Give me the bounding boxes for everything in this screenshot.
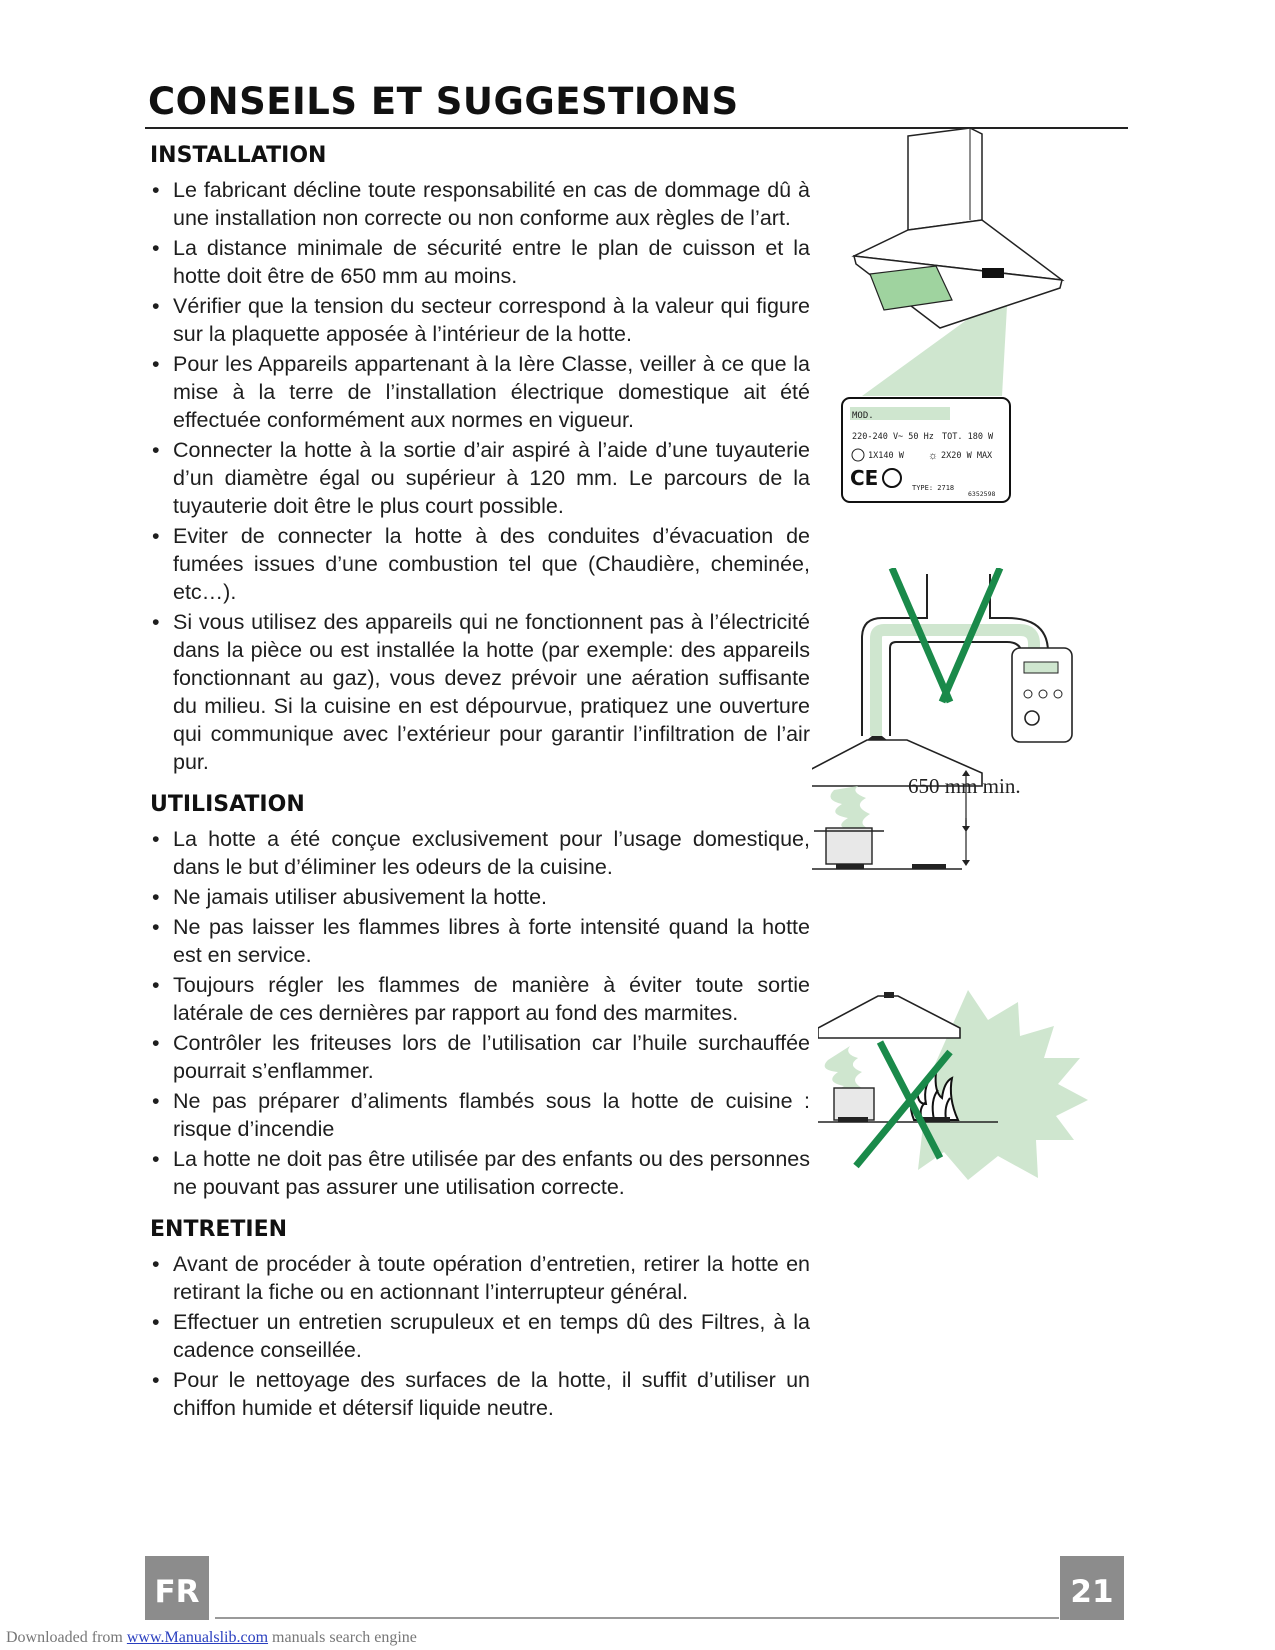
plate-voltage: 220-240 V~ 50 Hz [852,432,934,442]
plate-lamps: 2X20 W MAX [941,451,993,461]
list-item: • La distance minimale de sécurité entre le plan de cuisson et la hotte doit être de 650 mm au moins. [148,234,810,290]
plate-motor: 1X140 W [868,451,904,461]
entretien-list [148,1250,810,1422]
list-item: • Pour le nettoyage des surfaces de la hotte, il suffit d’utiliser un chiffon humide et détersif liquide neutre. [148,1366,810,1422]
installation-distance-figure [812,568,1102,890]
plate-total: TOT. 180 W [942,432,994,442]
list-item: • Ne pas laisser les flammes libres à forte intensité quand la hotte est en service. [148,913,810,969]
plate-code: 6352598 [968,490,996,498]
list-item: • La hotte a été conçue exclusivement pour l’usage domestique, dans le but d’éliminer les odeurs de la cuisine. [148,825,810,881]
fire-burst [918,990,1088,1180]
footer-divider [215,1617,1059,1619]
list-item: • Si vous utilisez des appareils qui ne fonctionnent pas à l’électricité dans la pièce ou est installée la hotte (par exemple: des appareils fonctionnant au gaz), vous devez prévoir une aération suffisante du milieu. Si la cuisine en est dépourvue, pratiquez une ouverture qui communique avec l’extérieur pour garantir l’infiltration de l’air pur. [148,608,810,776]
plate-type: TYPE: 2718 [912,484,955,492]
list-item: • Le fabricant décline toute responsabilité en cas de dommage dû à une installation non correcte ou non conforme aux règles de l’art. [148,176,810,232]
list-item: • Ne pas préparer d’aliments flambés sous la hotte de cuisine : risque d’incendie [148,1087,810,1143]
download-note [6,1629,417,1647]
utilisation-list [148,825,810,1201]
language-tab: FR [145,1556,209,1620]
page-number: 21 [1060,1556,1124,1620]
distance-label: 650 mm min. [908,774,1021,798]
chimney [908,128,982,230]
plate-mod: MOD. [852,411,874,421]
section-heading-installation: INSTALLATION [150,143,327,168]
section-heading-entretien: ENTRETIEN [150,1217,288,1242]
page-title: CONSEILS ET SUGGESTIONS [148,80,739,123]
list-item: • La hotte ne doit pas être utilisée par des enfants ou des personnes ne pouvant pas assurer une utilisation correcte. [148,1145,810,1201]
list-item: • Toujours régler les flammes de manière à éviter toute sortie latérale de ces dernières par rapport au fond des marmites. [148,971,810,1027]
text-column [148,143,810,1438]
rating-plate-marker [982,268,1004,278]
list-item: • Effectuer un entretien scrupuleux et en temps dû des Filtres, à la cadence conseillée. [148,1308,810,1364]
manualslib-link[interactable]: www.Manualslib.com [126,1629,269,1646]
list-item: • Connecter la hotte à la sortie d’air aspiré à l’aide d’une tuyauterie d’un diamètre égal ou supérieur à 120 mm. Le parcours de la tuyauterie doit être le plus court possible. [148,436,810,520]
list-item: • Eviter de connecter la hotte à des conduites d’évacuation de fumées issues d’une combustion tel que (Chaudière, cheminée, etc…). [148,522,810,606]
flambe-warning-figure [818,980,1088,1180]
duct-airflow [876,630,1034,736]
hood-rating-plate-figure [820,128,1120,538]
list-item: • Ne jamais utiliser abusivement la hotte. [148,883,810,911]
download-prefix: Downloaded from [6,1629,127,1646]
download-suffix: manuals search engine [268,1629,417,1646]
lamp-icon: ☼ [928,450,939,462]
list-item: • Avant de procéder à toute opération d’entretien, retirer la hotte en retirant la fiche ou en actionnant l’interrupteur général. [148,1250,810,1306]
cooking-pot [834,1088,874,1120]
section-heading-utilisation: UTILISATION [150,792,305,817]
installation-list [148,176,810,776]
hood-canopy [818,996,960,1038]
cooking-pot [826,828,872,864]
list-item: • Pour les Appareils appartenant à la Ière Classe, veiller à ce que la mise à la terre de l’installation électrique domestique ait été effectuée conformément aux normes en vigueur. [148,350,810,434]
boiler-display [1024,662,1058,673]
ce-mark: CE [850,466,879,490]
list-item: • Contrôler les friteuses lors de l’utilisation car l’huile surchauffée pourrait s’enflammer. [148,1029,810,1085]
list-item: • Vérifier que la tension du secteur correspond à la valeur qui figure sur la plaquette apposée à l’intérieur de la hotte. [148,292,810,348]
